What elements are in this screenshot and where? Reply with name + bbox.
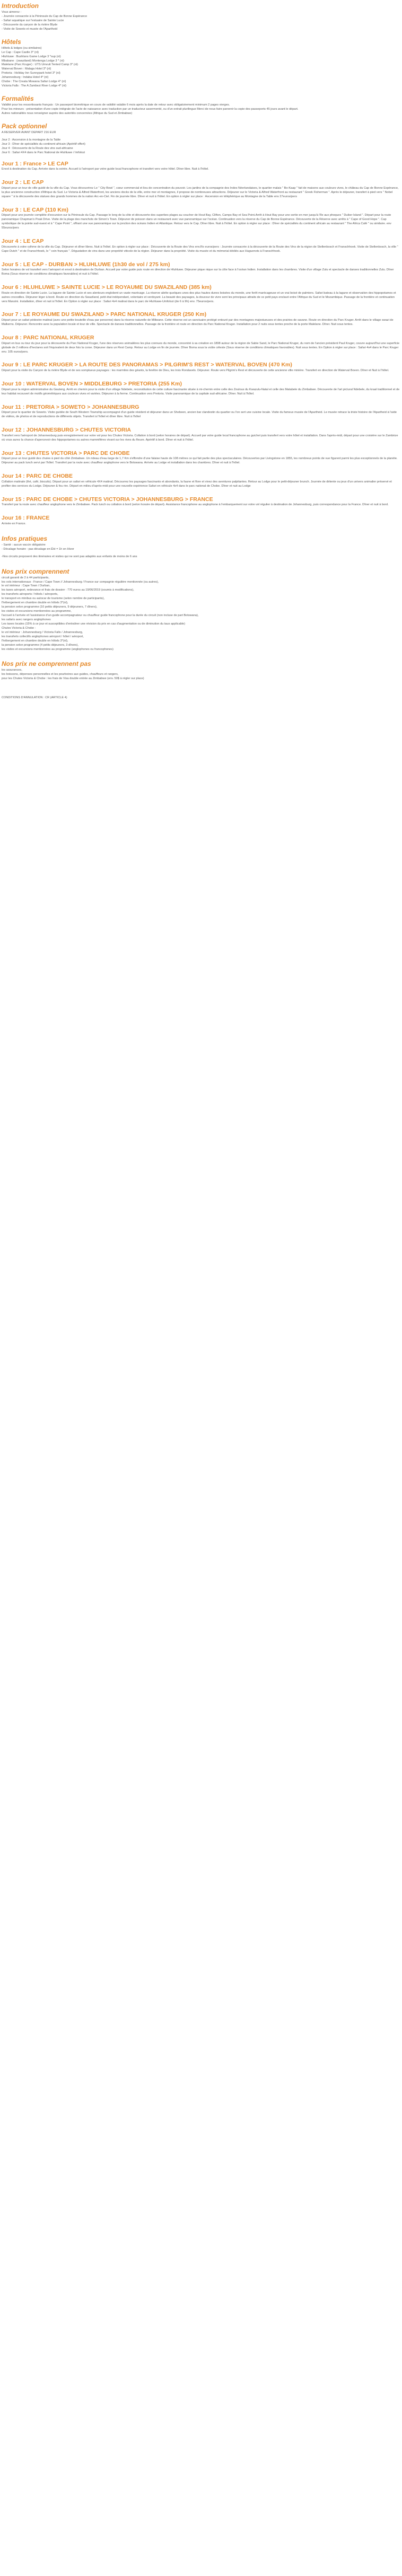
day-title: Jour 15 : PARC DE CHOBE > CHUTES VICTORIA > JOHANNESBURG > FRANCE [2, 496, 213, 503]
day-text: Départ pour une journée complète d'excursion sur la Péninsule du Cap. Passage le long de la côte et découverte des superbes plages au coucher de Hout Bay, Clifton, Camps Bay et Sea Point.Arrêt à Hout Bay pour une sortie en mer jusqu'à l'île aux phoques " Duiker Island ". Départ pour la route panoramique Chapman's Peak Drive. Visite de la plage des manchots de Simon's Town. Déjeuner de poisson dans un restaurant avec vue panoramique sur l'océan. Continuation vers la réserve du Cap de Bonne Espérance. Découverte de la Réserve avec arrêts à " Cape of Good Hope ". Cap symbolique de la pointe sud-ouest et à " Cape Point ", offrant une vue panoramique sur la jonction des océans Indien et Atlantique. Retour vers le Cap. Dîner libre. Nuit à l'hôtel. En option à régler sur place : Dîner de spécialités du continent africain au restaurant " The Africa Café " ou similaire. env 55euros/pers [2, 214, 391, 230]
formalites-title: Formalités [2, 95, 34, 103]
introduction-line: - Safari aquatique sur l'estuaire de Sainte Lucie [2, 19, 64, 22]
day-block [2, 515, 400, 526]
day-title: Jour 12 : JOHANNESBURG > CHUTES VICTORIA [2, 427, 131, 434]
hotel-line: Johannesburg : Indaba Hotel 4* (nl) [2, 76, 49, 80]
day-block [2, 207, 400, 231]
exclusion-line: les assurances, [2, 669, 22, 672]
introduction-line: Vous aimerez : [2, 11, 21, 14]
hotels-section [2, 37, 400, 89]
pack-section [2, 121, 400, 155]
prix-line: la pension selon programme (4 petits déjeuners, 3 dîners), [2, 643, 78, 647]
pack-line: Jour 6 : Safari 4X4 dans le Parc National de Hluhluwe / Imfolozi [2, 151, 85, 154]
prix-line: les vols internationaux : France / Cape Town // Johannesburg / France sur compagnie régulière mentionnée (ou autres), [2, 580, 159, 584]
exclusion-line: pour les Chutes Victoria & Chobe : les frais de Visa double entrée au Zimbabwe (env. 50$ à régler sur place) [2, 677, 144, 681]
prix-line: Les taxes locales (15% à ce jour et susceptibles d'entraîner une révision du prix en cas d'augmentation ou de diminution du taux applicable) [2, 622, 186, 626]
day-block [2, 335, 400, 354]
prix-line: circuit garanti de 2 à 44 participants, [2, 576, 49, 579]
pack-line: Jour 2 : Ascension à la montagne de la Table [2, 138, 61, 142]
day-title: Jour 14 : PARC DE CHOBE [2, 473, 73, 480]
day-text: Route en direction de Sainte Lucie. La lagune de Sainte Lucie et ses alentours englobent un vaste marécage. La réserve abrite quelques unes des plus hautes dunes boisées du monde, une forêt marécageuse et un vrai boisé de palmiers. Safari bateau à la lagune et observation des hippopotames et autres crocodiles. Déjeuner léger à bord. Route en direction du Swaziland, petit état indépendant, volontaire et verdoyant. La beauté des paysages, la douceur de vivre sont les principaux attraits de ce petit pays enclavé entre l'Afrique du Sud et le Mozambique. Passage de la frontière et continuation vers Manzini. Installation, dîner et nuit à l'hôtel. En Option à régler sur place : Safari 4x4 matinal dans le parc de Hluhluwe-Umfolozi (de 6 à 9h) env. 75euros/pers. [2, 291, 396, 303]
day-text: Découverte à votre rythme de la ville du Cap. Déjeuner et dîner libres. Nuit à l'hôtel. En option à régler sur place : Découverte de la Route des Vins env.Ro euros/pers : Journée consacrée à la découverte de la Route des Vins de la région de Stellenbosch et Franschhoek. Visite de Stellenbosch, la ville " Cape Dutch " et de Franschhoek, le " coin français ". Dégustation de vins dans une propriété viticole de la région. Déjeuner dans la propriété. Visite du musée et du mémorial dédiés aux Huguenots à Franschhoek. [2, 245, 398, 253]
day-block [2, 179, 400, 199]
day-text: Arrivée en France. [2, 522, 27, 525]
formalites-line: Autres nationalités nous renseigner auprès des autorités concernées (Afrique du Sud et Zimbabwe) [2, 111, 133, 115]
hotel-line: Le Cap : Cape Castle 3* (nl) [2, 50, 39, 54]
prix-line: les transferts aéroports / hôtels / aéroports, [2, 593, 58, 596]
day-title: Jour 10 : WATERVAL BOVEN > MIDDLEBURG > PRETORIA (255 Km) [2, 381, 182, 388]
day-block [2, 450, 400, 466]
day-title: Jour 3 : LE CAP (110 Km) [2, 206, 68, 213]
prix-line: le vol intérieur : Cape Town / Durban, [2, 584, 50, 588]
prix-line: les visites et excursions mentionnées au programme, [2, 610, 72, 613]
day-title: Jour 11 : PRETORIA > SOWETO > JOHANNESBURG [2, 403, 139, 410]
hotel-line: Hluhluwe : Bushlans Game Lodge 3 *sup (nl) [2, 55, 61, 58]
prix-line: les transferts collectifs anglophones aéroport / hôtel / aéroport, [2, 635, 84, 638]
prix-comprend-section [2, 567, 400, 652]
hotel-line: Waterval Boven : Malaga Hotel 3* (nl) [2, 67, 51, 71]
infos-line: - Décalage horaire : pas décalage en Été = 1h en Hiver [2, 547, 74, 551]
day-text: Départ pour un safari pédestre matinal (avec une petite bouteille d'eau par personne) dans la réserve naturelle de Mlilwane. Cette réserve est un sanctuaire protégé entouré par des montagnes majestueuses et des prairies de savane. Route en direction du Parc Kruger. Arrêt dans le village swazi de Malkerns. Déjeuner. Rencontre avec la population locale et tour de ville. Spectacle de danses traditionnelles. Passage de la frontière et route en direction du Parc National Kruger. Installation pour 2 nuits sous tentes proche de la porte Malelane. Dîner. Nuit sous tentes. [2, 319, 394, 327]
introduction-line: - Visite de Soweto et musée de l'Apartheid [2, 27, 58, 31]
day-text: Départ pour la région administrative du Gauteng. Arrêt en chemin pour la visite d'un village Ndebele, reconstitution de cette culture fascinante située à mi-chemin entre celle des Zoulous du Kwazulu-Natal et celle des Matabele du Zimbabwe. Découverte de l'art pictural Ndebele, du kraal traditionnel et de leur habitat recouvert de motifs géométriques aux couleurs vives et variées. Déjeuner à la ferme. Continuation vers Pretoria. Visite panoramique de la capitale sud-africaine. Dîner. Nuit à l'hôtel. [2, 388, 400, 395]
prix-comprend-title: Nos prix comprennent [2, 567, 69, 575]
pack-title: Pack optionnel [2, 122, 47, 130]
day-text: Départ en bus ou tour du jour pour la découverte du Parc National Kruger, l'une des réserves animalières les plus connues du monde, concentré à sa création en 1898 autour de la région de Sabie Sand, le Parc National Kruger, du nom de l'ancien président Paul Kruger, couvre aujourd'hui une superficie globale de 2 millions d'hectares soit l'équivalent de deux fois la corse. Déjeuner dans un Rest Camp. Retour au Lodge en fin de journée. Dîner Boma sous la voûte céleste (Sous réserve de conditions climatiques favorables). Nuit sous tentes. En Option à régler sur place : Safari 4x4 dans le Parc Kruger env. 105 euros/pers. [2, 341, 400, 354]
day-title: Jour 13 : CHUTES VICTORIA > PARC DE CHOBE [2, 450, 130, 456]
itinerary-section [2, 161, 400, 526]
day-block [2, 473, 400, 489]
day-block [2, 161, 400, 172]
prix-line: Chutes Victoria & Chobe : [2, 626, 36, 630]
exclusion-line: les boissons, dépenses personnelles et les pourboires aux guides, chauffeurs et rangers, [2, 673, 119, 676]
day-text: Transfert vers l'aéroport de Johannesburg puis enregistrement sur votre vol pour les Chutes Victoria. Collation à bord (selon horaires de départ). Accueil par votre guide local francophone au guichet puis transfert vers votre hôtel et installation. Dans l'après-midi, départ pour une croisière sur le Zambèze où vous aurez la chance d'apercevoir des hippopotames ou autres mammifères vivant sur les rives du fleuve. Apéritif à bord. Dîner et nuit à l'hôtel. [2, 434, 398, 442]
prix-line: le transport en minibus ou autocar de tourisme (selon nombre de participants), [2, 597, 105, 601]
hotel-line: Victoria Falls : The A Zambezi River Lodge 4* (nl) [2, 84, 66, 88]
day-text: Départ pour un tour guidé des chutes à pied du côté Zimbabwe. Un rideau d'eau large de 1,7 Km s'effondre d'une falaise haute de 108 mètres ce qui fait partie des plus spectaculaires. Découvertes par Livingstone en 1855, les nombreux points de vue figurent parmi les plus exceptionnels de la planète. Déjeuner au pack lunch servi par l'hôtel. Transfert par la route avec chauffeur anglophone vers le Botswana. Arrivée au Lodge et installation dans les chambres. Dîner et nuit à l'hôtel. [2, 457, 398, 465]
hotel-line: Chobe : The Creata Mowana Safari Lodge 4* (nl) [2, 80, 66, 84]
page [0, 0, 402, 704]
day-block [2, 496, 400, 508]
prix-line: la pension selon programme (10 petits déjeuners, 9 déjeuners, 7 dîners), [2, 605, 98, 609]
day-block [2, 362, 400, 373]
prix-line: le vol intérieur : Johannesburg / Victoria Falls / Johannesburg, [2, 630, 83, 634]
day-text: Selon horaires de vol transfert vers l'aéroport et envol à destination de Durban. Accueil par votre guide puis route en direction de Hluhluwe. Déjeuner pique nique sur la côte face à l'océan Indien. Installation dans les chambres. Visite d'un village Zulu et spectacle de danses traditionnelles Zulu. Dîner Boma (Sous réserve de conditions climatiques favorables) et nuit à l'hôtel. [2, 268, 394, 276]
cancellation-conditions: CONDITIONS D'ANNULATION : CR (ARTICLE 4) [2, 696, 67, 700]
formalites-line: Pour les mineurs : présentation d'une copie intégrale de l'acte de naissance avec traduction par un traducteur assermenté, ou d'un extrait plurilingue Merci de nous faire parvenir la copie des passeports 45 jours avant le départ. [2, 108, 299, 111]
day-title: Jour 4 : LE CAP [2, 238, 44, 244]
hotels-title: Hôtels [2, 38, 21, 46]
day-title: Jour 2 : LE CAP [2, 179, 44, 186]
infos-title: Infos pratiques [2, 534, 48, 542]
prix-line: les taxes aéroport, redevance et frais de dossier : 770 euros au 19/06/2019 (soumis à modifications), [2, 588, 134, 592]
day-block [2, 261, 400, 277]
hotel-line: Malelane (Parc Kruger) : UTS Umvuti Tented Camp 3* (nl) [2, 63, 78, 67]
day-text: Collation matinale (thé, café, biscuits). Départ pour un safari en véhicule 4X4 matinal. Découvrez les paysages fascinants et abondants, la faune et flore et vivez des aventures palpitantes. Retour au Lodge pour le petit-déjeuner brunch. Journée de détente ou jeux d'un univers animalier préservé et profiter des services du Lodge. Déjeuner & fou rire. Départ en milieu d'après-midi pour une nouvelle expérience Safari en véhicule 4x4 dans le parc national de Chobe. Dîner et nuit au Lodge [2, 480, 392, 488]
day-text: Départ pour le quartier de Soweto. Visite guidée de South Western Township accompagné d'un guide résident et déjeuner dans un Shebeen, ancien bar clandestin du quartier ou l'on sert une cuisine locale. Visite du fameux musée de l'Apartheid. Le musée retrace la triste histoire de l'Apartheid à l'aide de vidéos, de photos et de reproductions de différents objets. Transfert à l'hôtel et dîner libre. Nuit à l'hôtel [2, 411, 397, 419]
hotel-line: Hôtels & lodges (ou similaires) [2, 46, 42, 50]
formalites-section [2, 94, 400, 116]
day-text: Transfert par la route avec chauffeur anglophone vers le Zimbabwe. Pack lunch ou collation à bord (selon horaire de départ). Assistance francophone au anglophone à l'embarquement sur votre vol régulier à destination de Johannesburg, puis correspondance pour la France. Dîner et nuit à bord. [2, 503, 389, 507]
introduction-section [2, 1, 400, 32]
prix-ne-comprend-section [2, 659, 400, 681]
day-text: Départ pour un tour de ville guidé de la ville du Cap. Vous découvrirez Le " City Bowl ", cœur commercial et lieu de concentration du pouvoir. Les jardins de la compagnie des Indes Néerlandaises, le quartier malais " Bo-Kaap " fait de maisons aux couleurs vives, le château du Cap de Bonne Espérance, la plus ancienne construction d'Afrique du Sud. Le Victoria & Alfred Waterfront, les anciens docks de la ville, entre mer et montagnes, il propose de nombreuses attractions. Déjeuner sur le Victoria & Alfred Waterfront au restaurant " Greek Fisherman ". Après le déjeuner, transfert à pied vers " Nobel square " à la découverte des statues des grands hommes de la nation Arc-en-Ciel. Fin de journée libre. Dîner et nuit à l'hôtel. En option à régler sur place : Ascension en téléphérique au Montagne de la Table env 27euros/pers [2, 186, 399, 198]
day-block [2, 427, 400, 443]
prix-line: les safaris avec rangers anglophones [2, 618, 51, 621]
introduction-title: Introduction [2, 2, 39, 10]
footer [2, 696, 400, 700]
pack-line: Jour 3 : Dîner de spécialités du continent africain (Apéritif offert) [2, 142, 85, 146]
hotel-line: Pretoria : Holiday Inn Sunnypark hotel 3* (nl) [2, 72, 60, 75]
infos-section [2, 534, 400, 559]
prix-line: les visites et excursions mentionnées au programme (anglophones ou francophones) [2, 647, 113, 651]
infos-line: - Santé : aucun vaccin obligatoire [2, 543, 46, 547]
day-text: Envol à destination du Cap. Arrivée dans la soirée. Accueil à l'aéroport par votre guide local francophone et transfert vers votre hôtel. Dîner libre. Nuit à l'hôtel. [2, 168, 209, 171]
prix-line: l'hébergement en chambre double en hôtels 3*(nl), [2, 601, 68, 605]
introduction-line: - Journée consacrée à la Péninsule du Cap de Bonne Espérance [2, 14, 88, 18]
prix-ne-comprend-title: Nos prix ne comprennent pas [2, 660, 91, 668]
day-block [2, 284, 400, 304]
prix-line: l'accueil à l'arrivée et l'assistance d'un guide accompagnateur ou chauffeur guide francophone pour la durée du circuit (non incluse de part Botswana), [2, 614, 199, 617]
day-title: Jour 16 : FRANCE [2, 515, 50, 522]
day-title: Jour 7 : LE ROYAUME DU SWAZILAND > PARC NATIONAL KRUGER (250 Km) [2, 311, 207, 318]
day-title: Jour 9 : LE PARC KRUGER > LA ROUTE DES PANORAMAS > PILGRIM'S REST > WATERVAL BOVEN (470 Km) [2, 362, 292, 368]
day-title: Jour 8 : PARC NATIONAL KRUGER [2, 334, 94, 341]
pack-line: A RESERVER AVANT DEPART 216 EUR [2, 130, 56, 134]
day-text: Départ pour la visite du Canyon de la rivière Blyde et de ses somptueux paysages : les marmites des géants, la fenêtre de Dieu, les trois Rondavels. Déjeuner. Route vers Pilgrim's Rest et découverte de cette ancienne ville minière. Transfert en direction de Waterval Boven. Dîner et Nuit à l'hôtel. [2, 369, 389, 373]
day-title: Jour 1 : France > LE CAP [2, 160, 68, 167]
day-block [2, 381, 400, 397]
pack-line: Jour 4 : Découverte de la Route des vins sud-africaine [2, 146, 73, 150]
introduction-line: - Découverte du canyon de la rivière Blyde [2, 23, 58, 27]
hotel-line: Mbabane : (swaziland) Montenga Lodge 3 * (nl) [2, 59, 64, 63]
day-block [2, 311, 400, 327]
day-block [2, 404, 400, 420]
day-title: Jour 6 : HLUHLUWE > SAINTE LUCIE > LE ROYAUME DU SWAZILAND (385 km) [2, 284, 212, 291]
formalites-line: Validité pour les ressortissants français : Un passeport biométrique en cours de validité valable 6 mois après la date de retour avec obligatoirement minimum 2 pages vierges. [2, 103, 230, 107]
day-title: Jour 5 : LE CAP - DURBAN > HLUHLUWE (1h30 de vol / 275 km) [2, 261, 170, 268]
day-block [2, 238, 400, 254]
prix-line: l'hébergement en chambre double en hôtels 3*(nl), [2, 639, 68, 643]
infos-line: -Nos circuits proposent des itinéraires et visites qui ne sont pas adaptés aux enfants de moins de 6 ans [2, 555, 137, 558]
